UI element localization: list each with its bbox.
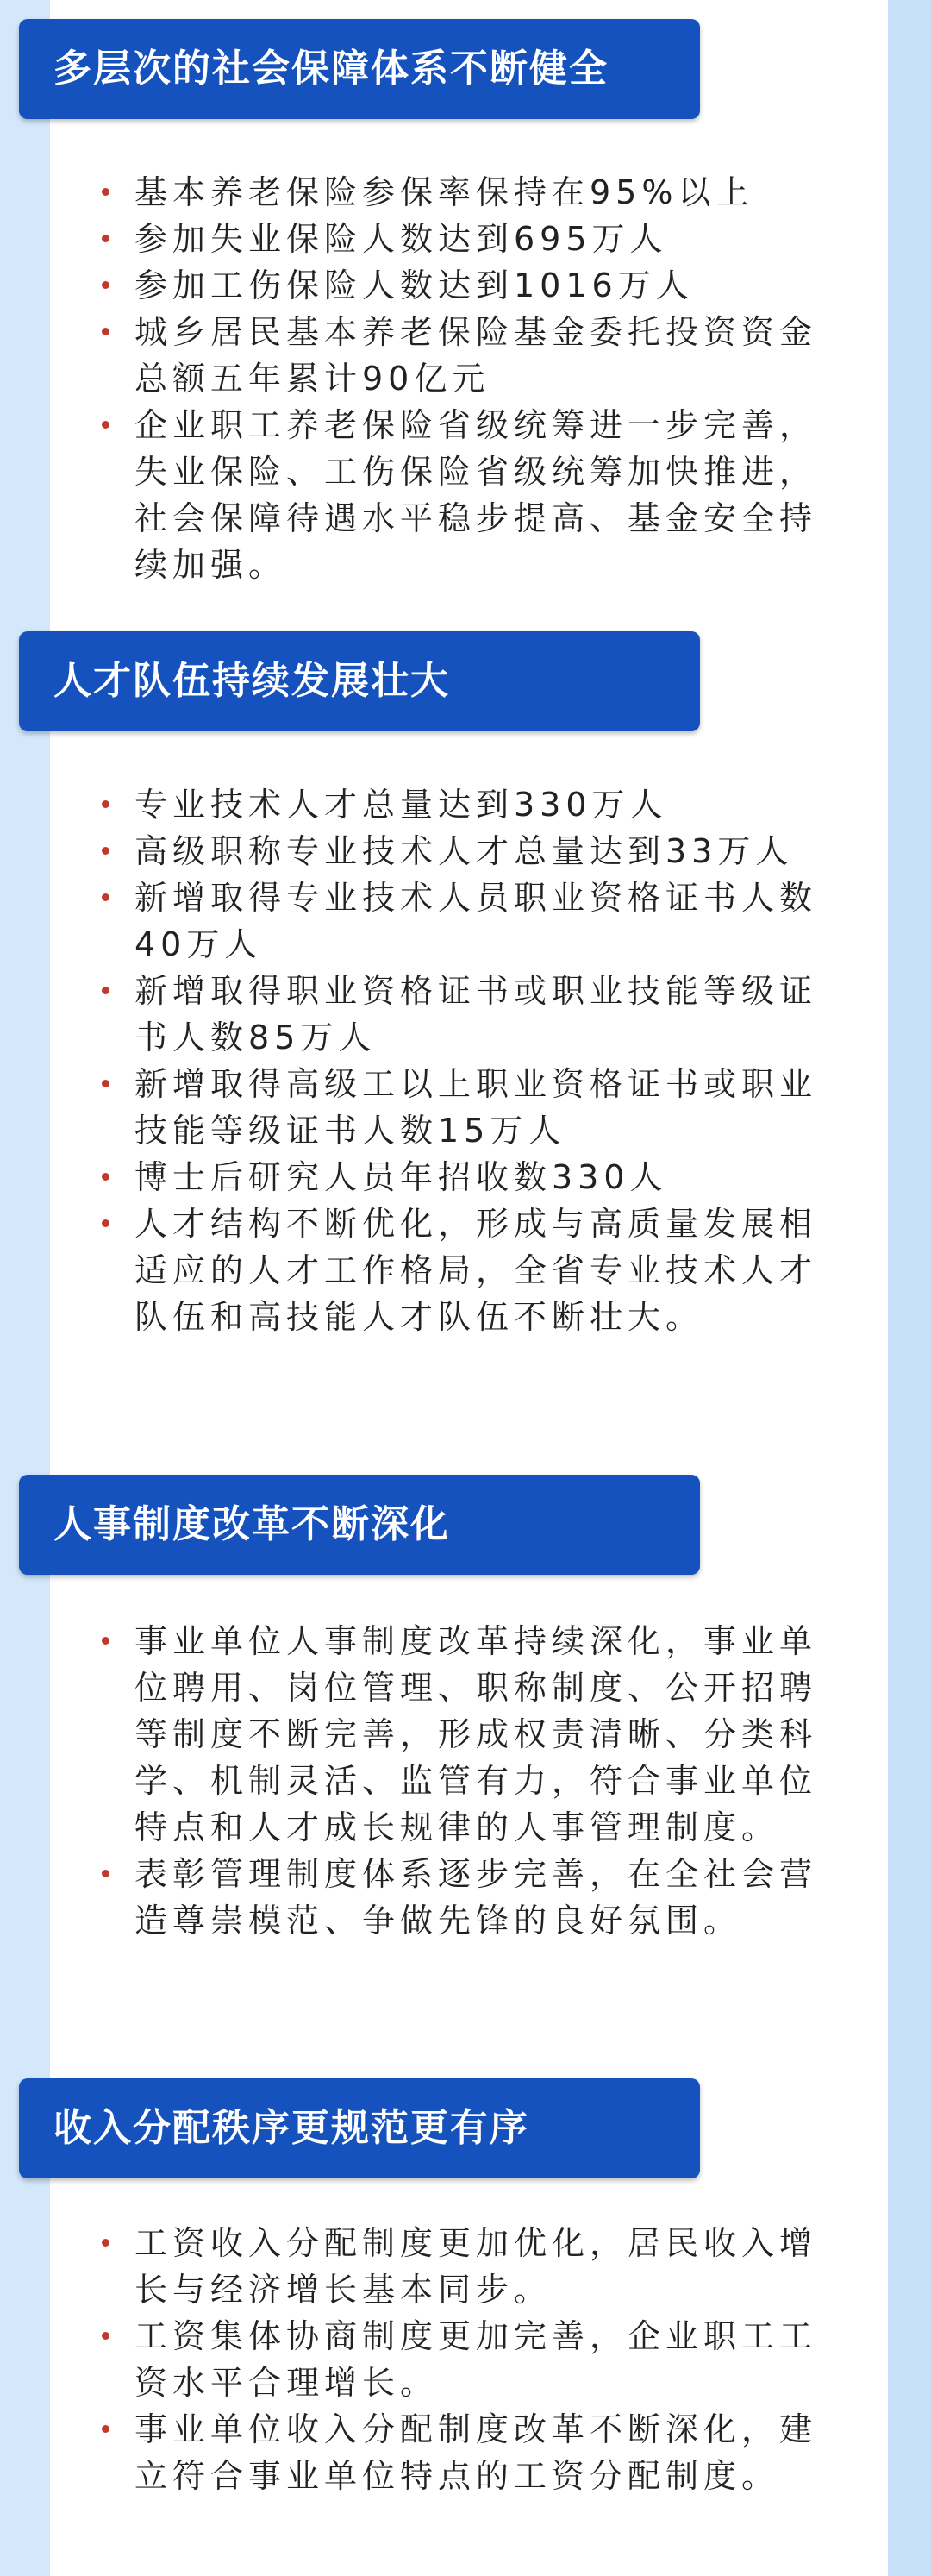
list-item: 高级职称专业技术人才总量达到33万人 xyxy=(134,828,826,874)
bullet-dot xyxy=(102,847,109,855)
bullet-dot xyxy=(102,1870,109,1877)
bullet-dot xyxy=(102,987,109,994)
bullet-dot xyxy=(102,2332,109,2340)
list-item: 基本养老保险参保率保持在95%以上 xyxy=(134,169,826,216)
bullet-dot xyxy=(102,188,109,196)
list-item: 工资集体协商制度更加完善，企业职工工资水平合理增长。 xyxy=(134,2313,826,2406)
list-item: 工资收入分配制度更加优化，居民收入增长与经济增长基本同步。 xyxy=(134,2220,826,2313)
section-list-social-security xyxy=(102,169,826,588)
bullet-dot xyxy=(102,421,109,429)
bullet-dot xyxy=(102,1219,109,1227)
list-item: 参加工伤保险人数达到1016万人 xyxy=(134,262,826,309)
bullet-dot xyxy=(102,1173,109,1181)
list-item: 新增取得职业资格证书或职业技能等级证书人数85万人 xyxy=(134,968,826,1061)
list-item: 新增取得高级工以上职业资格证书或职业技能等级证书人数15万人 xyxy=(134,1061,826,1154)
list-item: 事业单位收入分配制度改革不断深化，建立符合事业单位特点的工资分配制度。 xyxy=(134,2406,826,2499)
section-list-talent xyxy=(102,781,826,1340)
list-item: 企业职工养老保险省级统筹进一步完善，失业保险、工伤保险省级统筹加快推进，社会保障待遇水平稳步提高、基金安全持续加强。 xyxy=(134,402,826,588)
list-item: 人才结构不断优化，形成与高质量发展相适应的人才工作格局，全省专业技术人才队伍和高技能人才队伍不断壮大。 xyxy=(134,1200,826,1340)
section-list-personnel-reform xyxy=(102,1618,826,1944)
bullet-dot xyxy=(102,893,109,901)
bullet-dot xyxy=(102,800,109,808)
list-item: 专业技术人才总量达到330万人 xyxy=(134,781,826,828)
bullet-dot xyxy=(102,1080,109,1087)
section-list-income-distribution xyxy=(102,2220,826,2499)
bullet-dot xyxy=(102,2239,109,2247)
bullet-dot xyxy=(102,1637,109,1645)
list-item: 参加失业保险人数达到695万人 xyxy=(134,216,826,262)
list-item: 新增取得专业技术人员职业资格证书人数40万人 xyxy=(134,874,826,968)
bullet-dot xyxy=(102,2425,109,2433)
section-title-personnel-reform: 人事制度改革不断深化 xyxy=(19,1475,700,1575)
list-item: 博士后研究人员年招收数330人 xyxy=(134,1154,826,1200)
bullet-dot xyxy=(102,235,109,242)
bullet-dot xyxy=(102,281,109,289)
section-title-talent: 人才队伍持续发展壮大 xyxy=(19,631,700,731)
section-title-income-distribution: 收入分配秩序更规范更有序 xyxy=(19,2078,700,2178)
bullet-dot xyxy=(102,328,109,335)
list-item: 表彰管理制度体系逐步完善，在全社会营造尊崇模范、争做先锋的良好氛围。 xyxy=(134,1851,826,1944)
section-title-social-security: 多层次的社会保障体系不断健全 xyxy=(19,19,700,119)
list-item: 事业单位人事制度改革持续深化，事业单位聘用、岗位管理、职称制度、公开招聘等制度不断完善，形成权责清晰、分类科学、机制灵活、监管有力，符合事业单位特点和人才成长规律的人事管理制度。 xyxy=(134,1618,826,1851)
list-item: 城乡居民基本养老保险基金委托投资资金总额五年累计90亿元 xyxy=(134,309,826,402)
right-side-strip xyxy=(888,0,931,2576)
